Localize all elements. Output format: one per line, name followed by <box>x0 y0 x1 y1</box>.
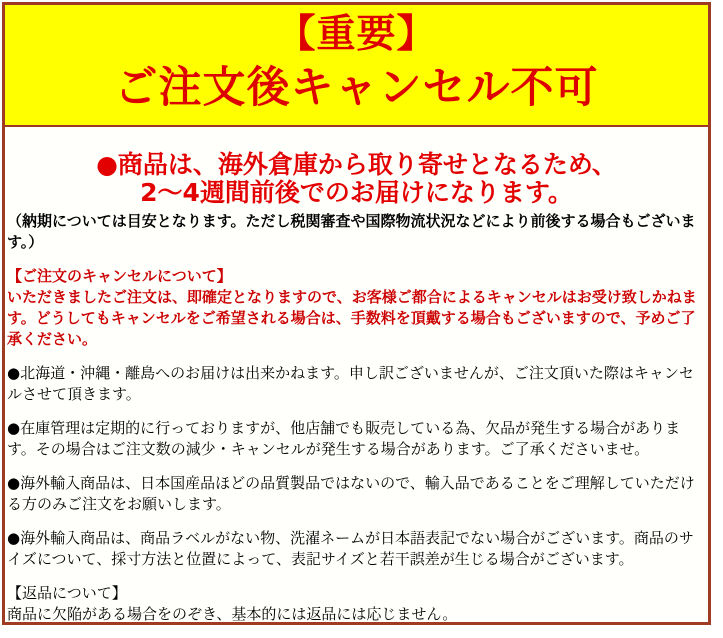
returns-policy-section <box>7 583 706 625</box>
bullet-stock-management: ●在庫管理は定期的に行っておりますが、他店舗でも販売している為、欠品が発生する場合があります。その場合はご注文数の減少・キャンセルが発生する場合があります。ご了承くださいませ。 <box>7 419 681 458</box>
returns-policy-body: 商品に欠陥がある場合をのぞき、基本的には返品には応じません。 <box>7 605 458 623</box>
bullet-shipping-restriction: ●北海道・沖縄・離島へのお届けは出来かねます。申し訳ございませんが、ご注文頂いた際はキャンセルさせて頂きます。 <box>7 364 694 403</box>
bullet-import-quality: ●海外輸入商品は、日本国産品ほどの品質製品ではないので、輸入品であることをご理解していただける方のみご注文をお願いします。 <box>7 474 695 513</box>
returns-policy-heading: 【返品について】 <box>7 584 127 602</box>
banner-subtitle: ご注文後キャンセル不可 <box>114 63 599 113</box>
notice-content <box>5 151 708 625</box>
cancel-policy-section <box>7 266 706 350</box>
important-banner <box>5 5 708 127</box>
delivery-estimate-note: （納期については目安となります。ただし税関審査や国際物流状況などにより前後する場合もございます。） <box>7 212 696 251</box>
backorder-notice-line2: 2～4週間前後でのお届けになります。 <box>140 178 573 207</box>
backorder-notice <box>7 151 706 207</box>
cancel-policy-heading: 【ご注文のキャンセルについて】 <box>7 267 232 285</box>
cancel-policy-body: いただきましたご注文は、即確定となりますので、お客様ご都合によるキャンセルはお受け致しかねます。どうしてもキャンセルをご希望される場合は、手数料を頂戴する場合もございますので、予めご了承ください。 <box>7 288 697 348</box>
notice-box <box>2 2 711 625</box>
banner-title: 【重要】 <box>276 12 437 57</box>
backorder-notice-line1: ●商品は、海外倉庫から取り寄せとなるため、 <box>96 150 617 179</box>
bullet-label-size-note: ●海外輸入商品は、商品ラベルがない物、洗濯ネームが日本語表記でない場合がございます。商品のサイズについて、採寸方法と位置によって、表記サイズと若干誤差が生じる場合がございます。 <box>7 529 694 568</box>
